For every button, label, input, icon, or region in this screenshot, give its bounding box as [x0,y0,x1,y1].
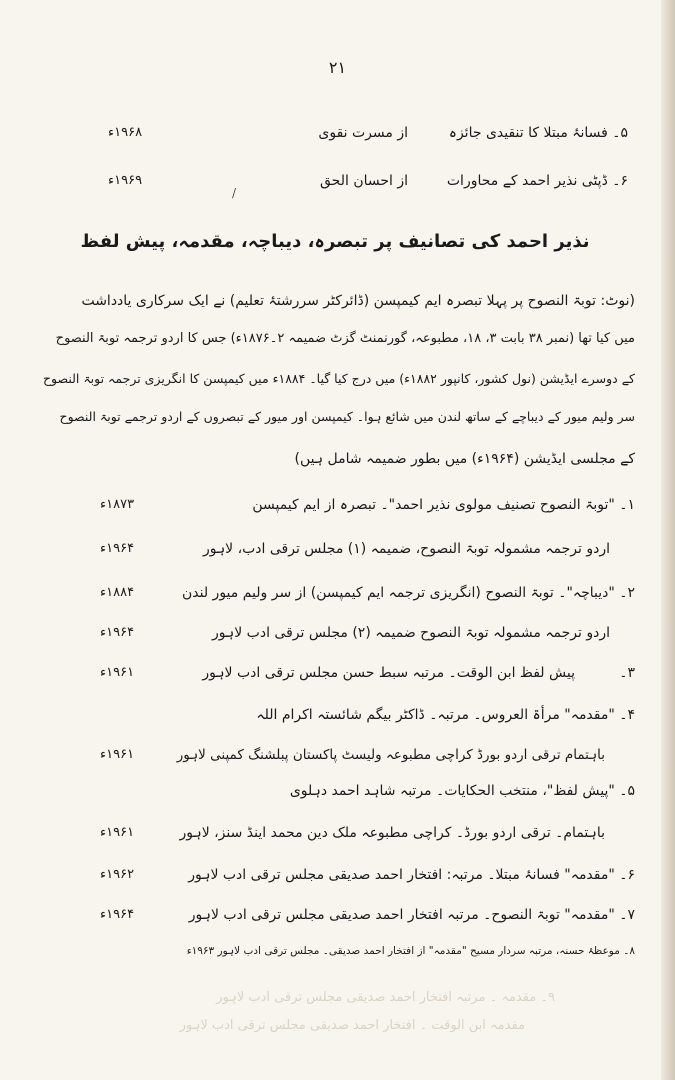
note-line: کے دوسرے ایڈیشن (نول کشور، کانپور ۱۸۸۲ء) میں درج کیا گیا۔ ۱۸۸۴ء میں کیمپسن کا انگریزی ترجمہ توبۃ النصوح [42,371,635,386]
entry-year: ۱۹۶۱ء [100,825,135,840]
top-list-title: ۵۔ فسانۂ مبتلا کا تنقیدی جائزہ [448,125,628,141]
top-list-year: ۱۹۶۹ء [108,173,143,188]
note-line: کے مجلسی ایڈیشن (۱۹۶۴ء) میں بطور ضمیمہ شامل ہیں) [294,451,635,467]
entry-text: ۶۔ "مقدمہ" فسانۂ مبتلا۔ مرتبہ: افتخار احمد صدیقی مجلس ترقی ادب لاہور [188,867,635,883]
entry-text: ۷۔ "مقدمہ" توبۃ النصوح۔ مرتبہ افتخار احمد صدیقی مجلس ترقی ادب لاہور [188,907,635,923]
top-list-author: از مسرت نقوی [318,125,408,141]
entry-text: ۵۔ "پیش لفظ"، منتخب الحکایات۔ مرتبہ شاہد احمد دہلوی [289,783,635,799]
entry-text: باہتمام ترقی اردو بورڈ کراچی مطبوعہ ولیسٹ پاکستان پبلشنگ کمپنی لاہور [176,747,605,763]
entry-text: ۸۔ موعظۂ حسنہ، مرتبہ سردار مسیح "مقدمہ" از افتخار احمد صدیقی۔ مجلس ترقی ادب لاہور ۱۹۶۳ء [186,945,635,957]
top-list-author: از احسان الحق [320,173,408,189]
stray-pen-mark: / [232,186,237,200]
entry-text: پیش لفظ ابن الوقت۔ مرتبہ سبط حسن مجلس ترقی ادب لاہور [202,665,575,681]
entry-year: ۱۹۶۱ء [100,747,135,762]
entry-year: ۱۹۶۴ء [100,625,135,640]
page-number: ۲۱ [328,58,347,77]
note-line: (نوٹ: توبۃ النصوح پر پہلا تبصرہ ایم کیمپسن (ڈائرکٹر سررشتۂ تعلیم) نے ایک سرکاری یادداشت [81,293,635,309]
entry-number: ۳۔ [619,665,635,681]
entry-text: ۴۔ "مقدمہ" مرأۃ العروس۔ مرتبہ۔ ڈاکٹر بیگم شائستہ اکرام اللہ [256,707,635,723]
entry-text: اردو ترجمہ مشمولہ توبۃ النصوح ضمیمہ (۲) مجلس ترقی ادب لاہور [212,625,610,641]
entry-year: ۱۸۸۴ء [100,585,135,600]
section-heading: نذیر احمد کی تصانیف پر تبصرہ، دیباچہ، مقدمہ، پیش لفظ [80,231,590,252]
entry-year: ۱۸۷۳ء [100,497,135,512]
top-list-title: ۶۔ ڈپٹی نذیر احمد کے محاورات [446,173,628,189]
entry-text: اردو ترجمہ مشمولہ توبۃ النصوح، ضمیمہ (۱) مجلس ترقی ادب، لاہور [202,541,610,557]
top-list-year: ۱۹۶۸ء [108,125,143,140]
page-edge-shadow [661,0,675,1080]
entry-text: باہتمام۔ ترقی اردو بورڈ۔ کراچی مطبوعہ ملک دین محمد اینڈ سنز، لاہور [179,825,605,841]
bleed-through-text: ۹۔ مقدمہ ۔ مرتبہ افتخار احمد صدیقی مجلس ترقی ادب لاہور [216,990,555,1005]
entry-year: ۱۹۶۱ء [100,665,135,680]
entry-year: ۱۹۶۲ء [100,867,135,882]
entry-text: ۲۔ "دیباچہ"۔ توبۃ النصوح (انگریزی ترجمہ ایم کیمپسن) از سر ولیم میور لندن [181,585,635,601]
entry-year: ۱۹۶۴ء [100,541,135,556]
note-line: سر ولیم میور کے دیباچے کے ساتھ لندن میں شائع ہوا۔ کیمپسن اور میور کے تبصروں کے اردو ترجمے توبۃ النصوح [59,409,635,424]
note-line: میں کیا تھا (نمبر ۳۸ بابت ۳، ۱۸، مطبوعہ، گورنمنٹ گزٹ ضمیمہ ۲۔۱۸۷۶ء) جس کا اردو ترجمہ توبۃ النصوح [55,331,635,346]
bleed-through-text: مقدمہ ابن الوقت ۔ افتخار احمد صدیقی مجلس ترقی ادب لاہور [179,1018,525,1033]
entry-text: ۱۔ "توبۃ النصوح تصنیف مولوی نذیر احمد"۔ تبصرہ از ایم کیمپسن [252,497,635,513]
entry-year: ۱۹۶۴ء [100,907,135,922]
